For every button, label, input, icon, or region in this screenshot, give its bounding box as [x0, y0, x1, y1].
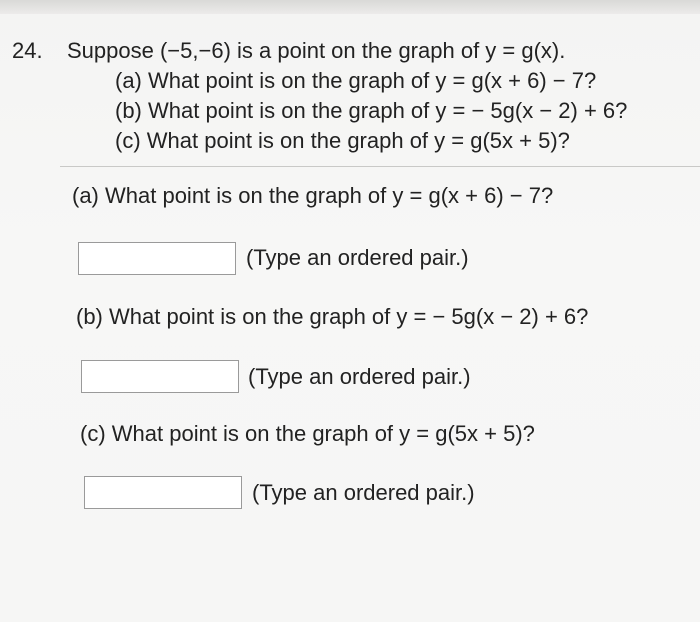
question-stem: Suppose (−5,−6) is a point on the graph of y = g(x). — [67, 38, 566, 63]
part-b-hint: (Type an ordered pair.) — [248, 364, 471, 389]
part-a-hint: (Type an ordered pair.) — [246, 245, 469, 270]
question-sub-b: (b) What point is on the graph of y = − 5g(x − 2) + 6? — [115, 98, 628, 123]
top-bar — [0, 0, 700, 14]
part-a-answer-input[interactable] — [78, 242, 236, 275]
part-b-answer-input[interactable] — [81, 360, 239, 393]
question-number: 24. — [12, 38, 43, 63]
question-sub-c: (c) What point is on the graph of y = g(5x + 5)? — [115, 128, 570, 153]
part-c-answer-input[interactable] — [84, 476, 242, 509]
question-sub-a: (a) What point is on the graph of y = g(x + 6) − 7? — [115, 68, 597, 93]
part-c-prompt: (c) What point is on the graph of y = g(5x + 5)? — [80, 421, 535, 446]
divider — [60, 166, 700, 167]
part-b-prompt: (b) What point is on the graph of y = − 5g(x − 2) + 6? — [76, 304, 589, 329]
part-a-prompt: (a) What point is on the graph of y = g(x + 6) − 7? — [72, 183, 554, 208]
part-c-hint: (Type an ordered pair.) — [252, 480, 475, 505]
